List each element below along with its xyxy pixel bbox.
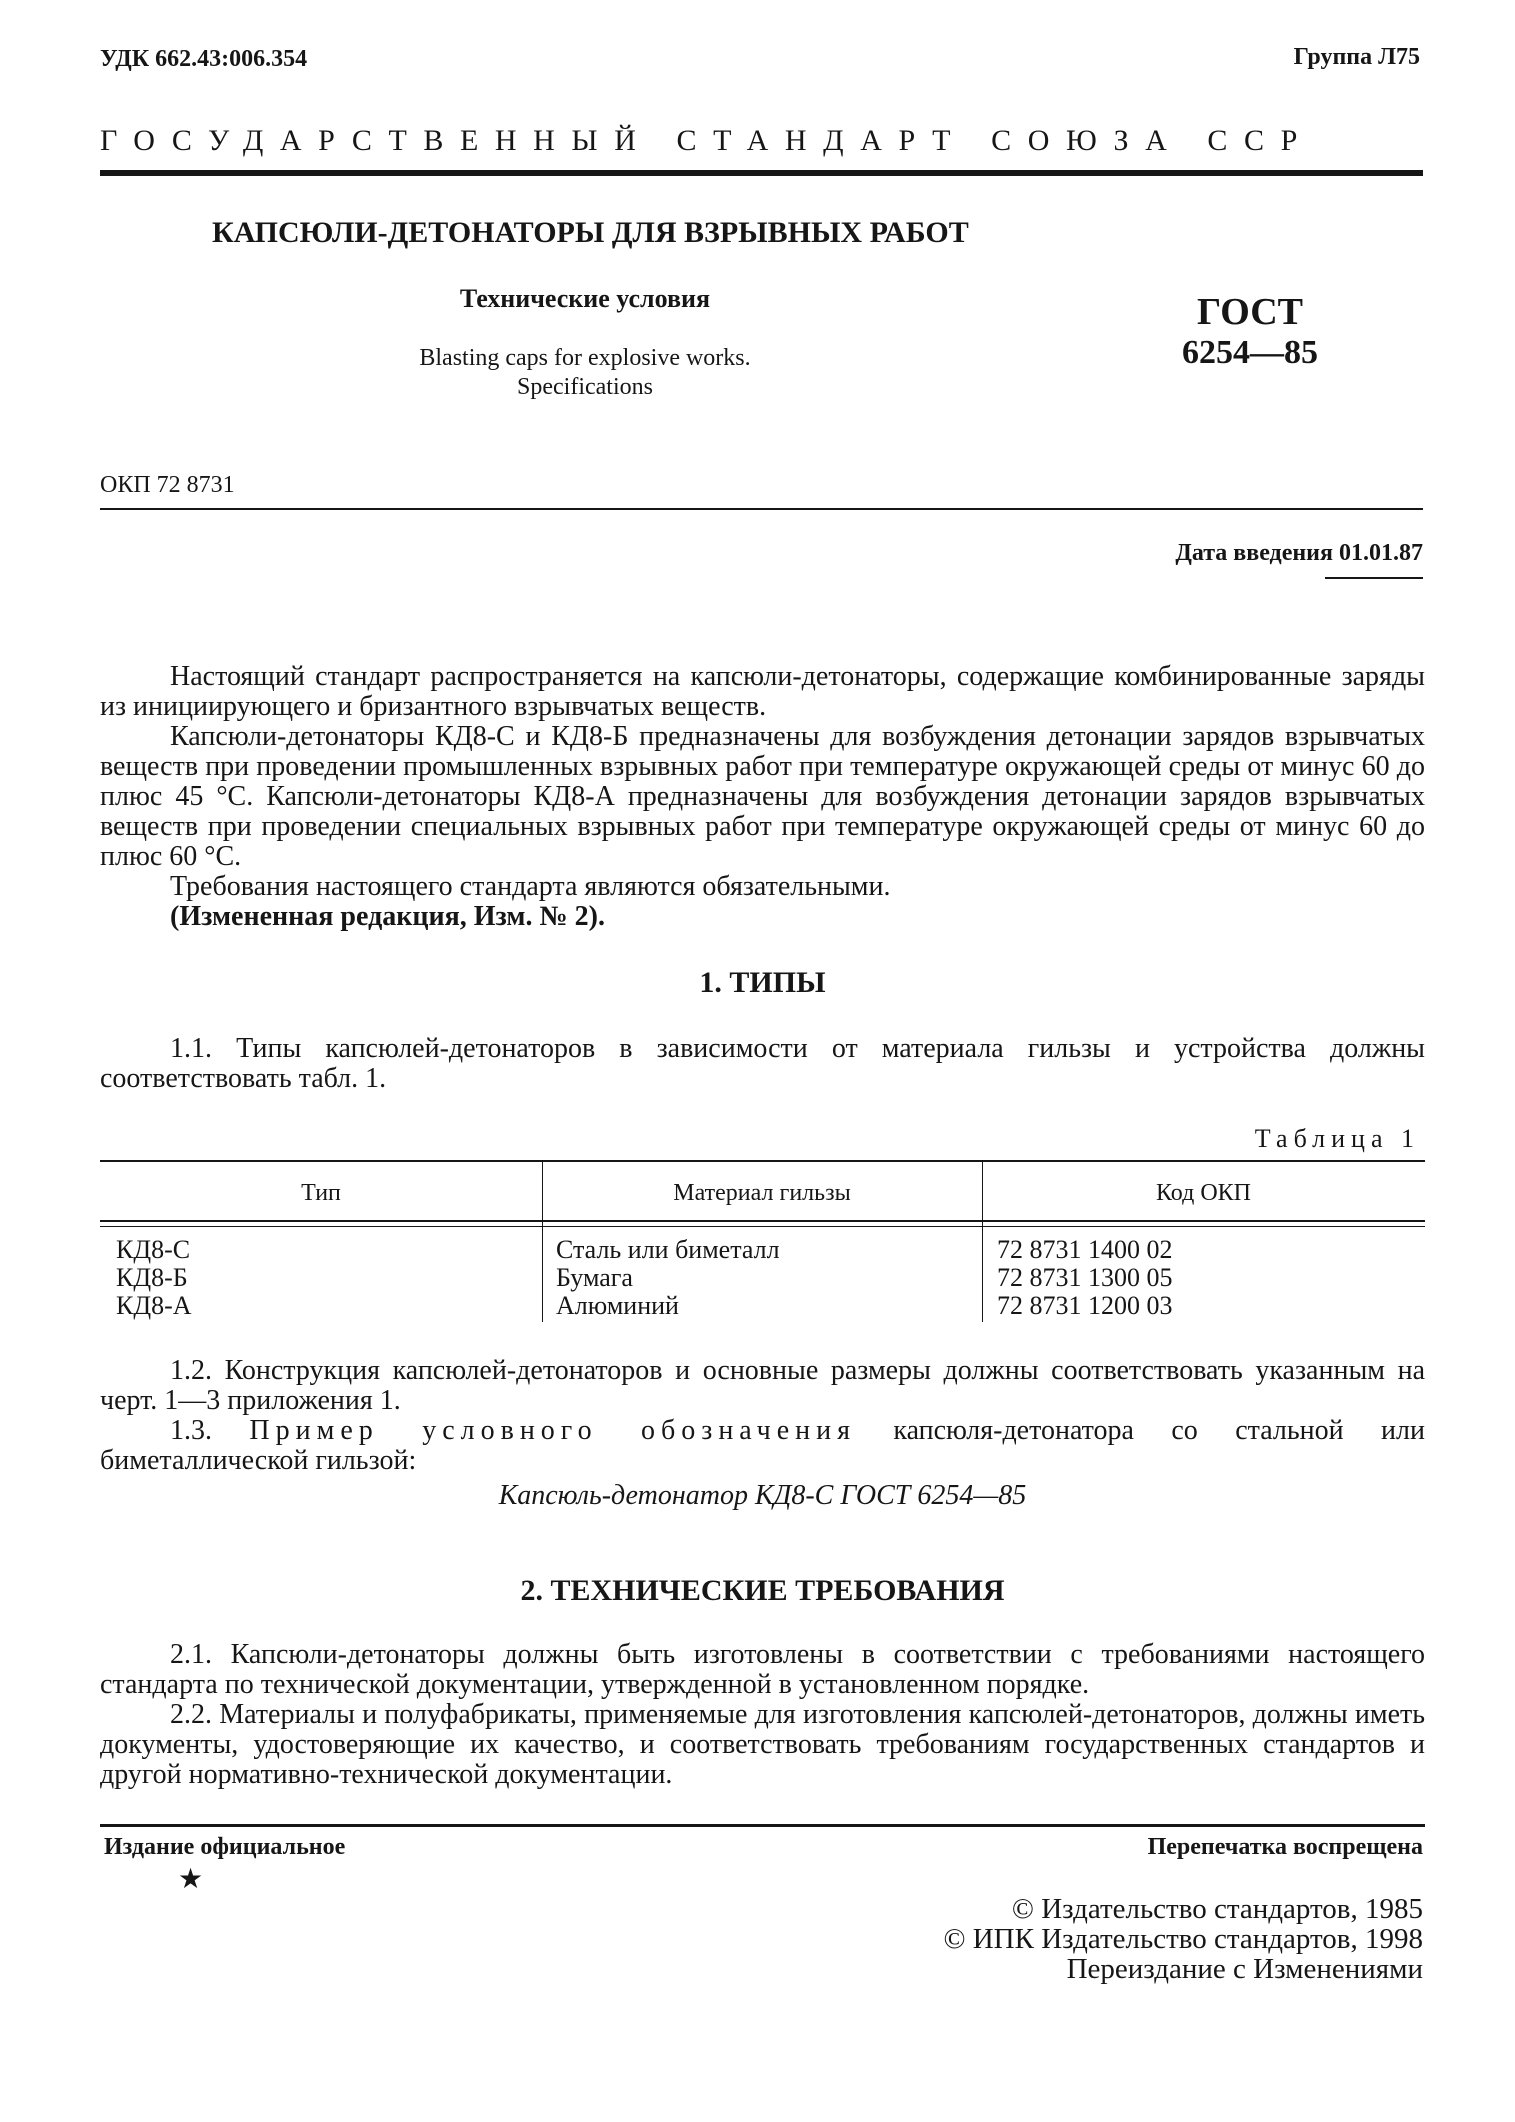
intro-date-underline bbox=[1325, 577, 1423, 579]
reprint-prohibited: Перепечатка воспрещена bbox=[1147, 1834, 1423, 1860]
table-row: Бумага bbox=[556, 1263, 633, 1292]
section-1-continued bbox=[100, 1356, 1425, 1476]
intro-date bbox=[1175, 540, 1423, 567]
star-mark: ★ bbox=[178, 1864, 204, 1895]
table-row: 72 8731 1400 02 bbox=[997, 1235, 1173, 1264]
table-header-rule-2 bbox=[100, 1226, 1425, 1227]
copyright-block bbox=[943, 1894, 1423, 1984]
english-title-line1: Blasting caps for explosive works. bbox=[419, 345, 751, 371]
table-caption: Таблица 1 bbox=[1254, 1124, 1420, 1153]
intro-date-label: Дата введения bbox=[1175, 540, 1333, 566]
table-row: КД8-Б bbox=[116, 1263, 188, 1292]
section-1-heading: 1. ТИПЫ bbox=[699, 966, 826, 999]
table-row: КД8-С bbox=[116, 1235, 191, 1264]
banner-rule bbox=[100, 170, 1423, 176]
table-header-rule-1 bbox=[100, 1220, 1425, 1222]
intro-paragraph-2: Капсюли-детонаторы КД8-С и КД8-Б предназначены для возбуждения детонации зарядов взрывчатых веществ при проведении промышленных взрывных работ при температуре окружающей среды от минус 60 до плюс 45 °С. Капсюли-детонаторы КД8-А предназначены для возбуждения детонации зарядов взрывчатых веществ при проведении специальных взрывных работ при температуре окружающей среды от минус 60 до плюс 60 °С. bbox=[100, 721, 1425, 872]
amendment-note: (Измененная редакция, Изм. № 2). bbox=[170, 901, 605, 932]
section-2-heading: 2. ТЕХНИЧЕСКИЕ ТРЕБОВАНИЯ bbox=[520, 1574, 1005, 1607]
table-top-rule bbox=[100, 1160, 1425, 1162]
paragraph-1-3-number: 1.3. bbox=[170, 1415, 212, 1446]
paragraph-1-3-spaced: Пример условного обозначения bbox=[249, 1415, 856, 1446]
document-title: КАПСЮЛИ-ДЕТОНАТОРЫ ДЛЯ ВЗРЫВНЫХ РАБОТ bbox=[212, 216, 969, 249]
table-row: 72 8731 1200 03 bbox=[997, 1291, 1173, 1320]
official-edition: Издание официальное bbox=[104, 1834, 346, 1860]
table-header-type: Тип bbox=[301, 1180, 341, 1206]
section-2-text bbox=[100, 1640, 1425, 1790]
english-title-line2: Specifications bbox=[517, 374, 653, 400]
table-column-material bbox=[556, 1236, 780, 1320]
table-row: 72 8731 1300 05 bbox=[997, 1263, 1173, 1292]
okp-code: ОКП 72 8731 bbox=[100, 472, 235, 498]
table-header-material: Материал гильзы bbox=[673, 1180, 851, 1206]
intro-text bbox=[100, 662, 1425, 932]
table-row: Алюминий bbox=[556, 1291, 679, 1320]
table-column-type bbox=[116, 1236, 192, 1320]
intro-paragraph-1: Настоящий стандарт распространяется на капсюли-детонаторы, содержащие комбинированные заряды из инициирующего и бризантного взрывчатых веществ. bbox=[100, 661, 1425, 722]
okp-rule bbox=[100, 508, 1423, 510]
copyright-1985: © Издательство стандартов, 1985 bbox=[1011, 1893, 1423, 1925]
table-column-okp bbox=[997, 1236, 1173, 1320]
state-standard-banner: ГОСУДАРСТВЕННЫЙ СТАНДАРТ СОЮЗА ССР bbox=[100, 124, 1314, 157]
table-row: КД8-А bbox=[116, 1291, 192, 1320]
gost-number: 6254—85 bbox=[1182, 334, 1318, 371]
reissue-note: Переиздание с Изменениями bbox=[1066, 1953, 1423, 1985]
intro-paragraph-3: Требования настоящего стандарта являются обязательными. bbox=[170, 871, 891, 902]
intro-date-value: 01.01.87 bbox=[1339, 540, 1423, 566]
copyright-1998: © ИПК Издательство стандартов, 1998 bbox=[943, 1923, 1423, 1955]
group-code: Группа Л75 bbox=[1293, 44, 1420, 70]
paragraph-1-2: 1.2. Конструкция капсюлей-детонаторов и основные размеры должны соответствовать указанным на черт. 1—3 приложения 1. bbox=[100, 1355, 1425, 1416]
paragraph-1-3-rest: капсюля-детонатора со стальной или биметаллической гильзой: bbox=[100, 1415, 1425, 1476]
section-1-text bbox=[100, 1034, 1425, 1094]
footer-rule bbox=[100, 1824, 1425, 1827]
document-subtitle: Технические условия bbox=[459, 284, 711, 313]
paragraph-1-1: 1.1. Типы капсюлей-детонаторов в зависимости от материала гильзы и устройства должны соответствовать табл. 1. bbox=[100, 1033, 1425, 1094]
udk-code: УДК 662.43:006.354 bbox=[100, 46, 308, 72]
paragraph-2-1: 2.1. Капсюли-детонаторы должны быть изготовлены в соответствии с требованиями настоящего стандарта по технической документации, утвержденной в установленном порядке. bbox=[100, 1639, 1425, 1700]
paragraph-1-3 bbox=[100, 1416, 1425, 1476]
table-row: Сталь или биметалл bbox=[556, 1235, 780, 1264]
gost-label: ГОСТ bbox=[1196, 291, 1304, 333]
table-header-okp: Код ОКП bbox=[1155, 1180, 1251, 1206]
designation-example: Капсюль-детонатор КД8-С ГОСТ 6254—85 bbox=[498, 1480, 1027, 1511]
paragraph-2-2: 2.2. Материалы и полуфабрикаты, применяемые для изготовления капсюлей-детонаторов, должны иметь документы, удостоверяющие их качество, и соответствовать требованиям государственных стандартов и другой нормативно-технической документации. bbox=[100, 1699, 1425, 1790]
